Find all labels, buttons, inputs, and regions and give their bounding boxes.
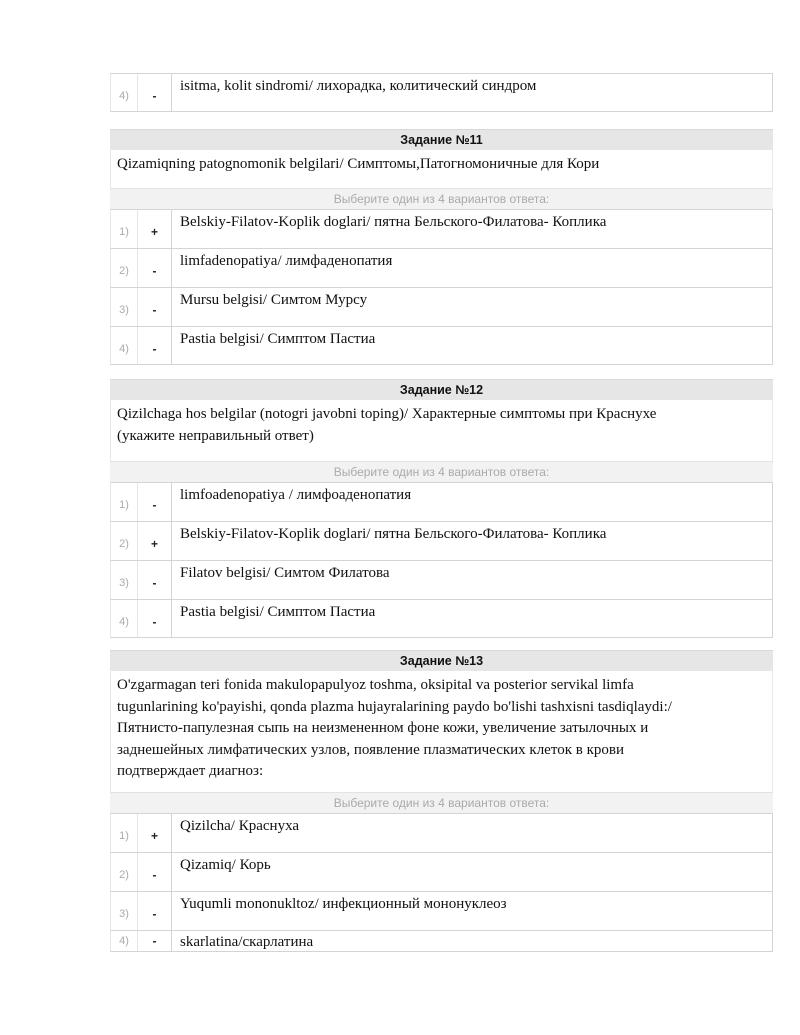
option-text: limfoadenopatiya / лимфоаденопатия bbox=[180, 487, 412, 503]
question-line: Qizamiqning patognomonik belgilari/ Симптомы,Патогномоничные для Кори bbox=[117, 156, 600, 172]
answer-option[interactable] bbox=[110, 326, 773, 365]
option-number: 4) bbox=[119, 342, 129, 355]
answer-option[interactable] bbox=[110, 930, 773, 952]
answer-option[interactable] bbox=[110, 521, 773, 560]
answer-option[interactable] bbox=[110, 73, 773, 112]
option-number: 3) bbox=[119, 577, 129, 589]
answer-option[interactable] bbox=[110, 599, 773, 638]
option-number: 4) bbox=[119, 935, 129, 947]
option-number: 2) bbox=[119, 869, 129, 881]
option-mark: + bbox=[137, 210, 172, 248]
task-13 bbox=[110, 650, 773, 952]
question-line: подтверждает диагноз: bbox=[117, 763, 264, 779]
option-mark: - bbox=[137, 74, 172, 111]
answer-option[interactable] bbox=[110, 813, 773, 852]
option-mark: - bbox=[137, 931, 172, 951]
question-line: заднешейных лимфатических узлов, появление плазматических клеток в крови bbox=[117, 741, 624, 758]
option-mark: - bbox=[137, 600, 172, 637]
option-mark: - bbox=[137, 561, 172, 599]
option-text: isitma, kolit sindromi/ лихорадка, колитический синдром bbox=[180, 78, 537, 94]
answer-hint: Выберите один из 4 вариантов ответа: bbox=[110, 792, 773, 813]
question-line: Пятнисто-папулезная сыпь на неизмененном фоне кожи, увеличение затылочных и bbox=[117, 720, 649, 736]
option-mark: - bbox=[137, 483, 172, 521]
task-title: Задание №12 bbox=[110, 379, 773, 400]
prev-task-tail bbox=[110, 73, 773, 112]
question-text bbox=[110, 150, 773, 188]
option-number: 1) bbox=[119, 226, 129, 238]
task-11 bbox=[110, 129, 773, 365]
answer-hint: Выберите один из 4 вариантов ответа: bbox=[110, 461, 773, 482]
option-number: 1) bbox=[119, 830, 129, 842]
option-text: skarlatina/скарлатина bbox=[180, 934, 314, 950]
option-mark: + bbox=[137, 814, 172, 852]
option-text: Belskiy-Filatov-Koplik doglari/ пятна Бельского-Филатова- Коплика bbox=[180, 214, 607, 230]
task-title: Задание №11 bbox=[110, 129, 773, 150]
answer-option[interactable] bbox=[110, 248, 773, 287]
question-text bbox=[110, 671, 773, 792]
option-text: Qizilcha/ Краснуха bbox=[180, 818, 300, 834]
task-title: Задание №13 bbox=[110, 650, 773, 671]
option-number: 4) bbox=[119, 615, 129, 628]
option-text: limfadenopatiya/ лимфаденопатия bbox=[180, 253, 393, 269]
option-text: Filatov belgisi/ Симтом Филатова bbox=[180, 565, 390, 581]
option-text: Belskiy-Filatov-Koplik doglari/ пятна Бельского-Филатова- Коплика bbox=[180, 526, 607, 542]
option-mark: + bbox=[137, 522, 172, 560]
question-line: Qizilchaga hos belgilar (notogri javobni toping)/ Характерные симптомы при Краснухе bbox=[117, 406, 657, 422]
option-number: 2) bbox=[119, 265, 129, 277]
option-mark: - bbox=[137, 288, 172, 326]
answer-option[interactable] bbox=[110, 482, 773, 521]
answer-hint: Выберите один из 4 вариантов ответа: bbox=[110, 188, 773, 209]
option-number: 3) bbox=[119, 304, 129, 316]
question-text bbox=[110, 400, 773, 461]
option-number: 3) bbox=[119, 908, 129, 920]
option-text: Pastia belgisi/ Симптом Пастиа bbox=[180, 604, 376, 620]
option-mark: - bbox=[137, 327, 172, 364]
option-mark: - bbox=[137, 892, 172, 930]
option-number: 2) bbox=[119, 538, 129, 550]
option-number: 4) bbox=[119, 89, 129, 102]
option-text: Mursu belgisi/ Симтом Мурсу bbox=[180, 292, 368, 308]
question-line: (укажите неправильный ответ) bbox=[117, 427, 314, 444]
option-text: Pastia belgisi/ Симптом Пастиа bbox=[180, 331, 376, 347]
option-mark: - bbox=[137, 249, 172, 287]
answer-option[interactable] bbox=[110, 560, 773, 599]
answer-option[interactable] bbox=[110, 852, 773, 891]
option-text: Yuqumli mononukltoz/ инфекционный мононуклеоз bbox=[180, 896, 507, 912]
option-number: 1) bbox=[119, 499, 129, 511]
answer-option[interactable] bbox=[110, 209, 773, 248]
question-line: tugunlarining ko'payishi, qonda plazma hujayralarining paydo bo'lishi tashxisni tasdiqlaydi:/ bbox=[117, 698, 672, 715]
option-text: Qizamiq/ Корь bbox=[180, 857, 271, 873]
answer-option[interactable] bbox=[110, 891, 773, 930]
option-mark: - bbox=[137, 853, 172, 891]
answer-option[interactable] bbox=[110, 287, 773, 326]
question-line: O'zgarmagan teri fonida makulopapulyoz toshma, oksipital va posterior servikal limfa bbox=[117, 677, 634, 693]
task-12 bbox=[110, 379, 773, 638]
